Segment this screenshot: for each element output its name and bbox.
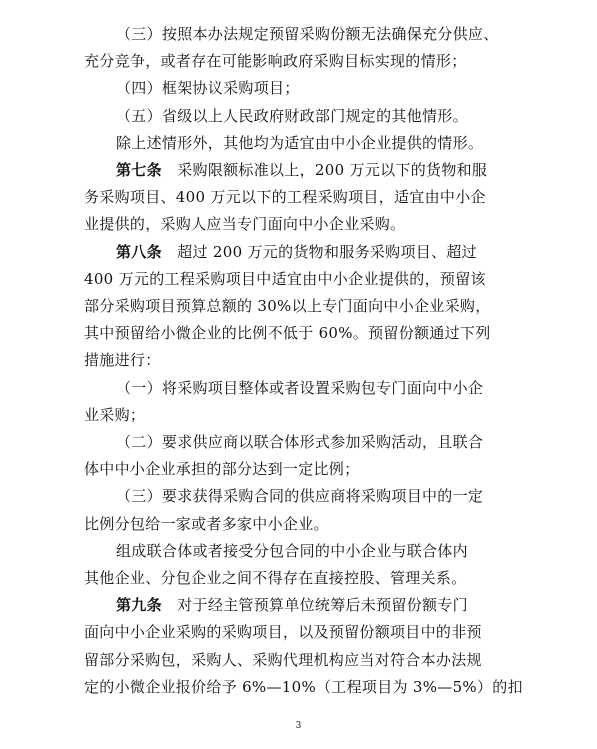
article-heading: 第七条: [116, 161, 162, 179]
paragraph-line: 其他企业、分包企业之间不得存在直接控股、管理关系。: [84, 569, 467, 587]
paragraph-line: （三）按照本办法规定预留采购份额无法确保充分供应、: [116, 25, 499, 43]
paragraph-line: 业采购；: [84, 405, 146, 424]
paragraph-line: 第七条 采购限额标准以上，200 万元以下的货物和服: [116, 161, 488, 179]
paragraph-line: 体中中小企业承担的部分达到一定比例；: [84, 460, 360, 479]
paragraph-line: 业提供的，采购人应当专门面向中小企业采购。: [84, 215, 406, 234]
paragraph-line: 400 万元的工程采购项目中适宜由中小企业提供的，预留该: [84, 269, 486, 288]
paragraph-line: 其中预留给小微企业的比例不低于 60%。预留份额通过下列: [84, 324, 491, 343]
paragraph-line: 务采购项目、400 万元以下的工程采购项目，适宜由中小企: [84, 188, 486, 207]
paragraph-line: 比例分包给一家或者多家中小企业。: [84, 514, 329, 533]
article-heading: 第九条: [116, 596, 162, 615]
paragraph-line: （五）省级以上人民政府财政部门规定的其他情形。: [116, 106, 468, 125]
article-heading: 第八条: [116, 242, 162, 261]
paragraph-line: 措施进行：: [84, 351, 161, 370]
paragraph-line: （一）将采购项目整体或者设置采购包专门面向中小企: [116, 378, 484, 397]
paragraph-line: （四）框架协议采购项目；: [116, 79, 300, 98]
paragraph-line: 充分竞争，或者存在可能影响政府采购目标实现的情形；: [84, 52, 467, 71]
paragraph-line: 组成联合体或者接受分包合同的中小企业与联合体内: [116, 541, 468, 560]
paragraph-line: 第八条 超过 200 万元的货物和服务采购项目、超过: [116, 242, 477, 261]
paragraph-line: 定的小微企业报价给予 6%—10%（工程项目为 3%—5%）的扣: [84, 677, 523, 696]
paragraph-line: 第九条 对于经主管预算单位统筹后未预留份额专门: [116, 596, 468, 615]
paragraph-line: （二）要求供应商以联合体形式参加采购活动，且联合: [116, 433, 484, 451]
paragraph-line: 面向中小企业采购的采购项目，以及预留份额项目中的非预: [84, 623, 482, 642]
paragraph-line: 除上述情形外，其他均为适宜由中小企业提供的情形。: [116, 133, 484, 152]
paragraph-line: 留部分采购包，采购人、采购代理机构应当对符合本办法规: [84, 650, 482, 669]
paragraph-line: 部分采购项目预算总额的 30%以上专门面向中小企业采购，: [84, 297, 491, 315]
paragraph-line: （三）要求获得采购合同的供应商将采购项目中的一定: [116, 487, 484, 506]
page-number: 3: [295, 721, 302, 731]
